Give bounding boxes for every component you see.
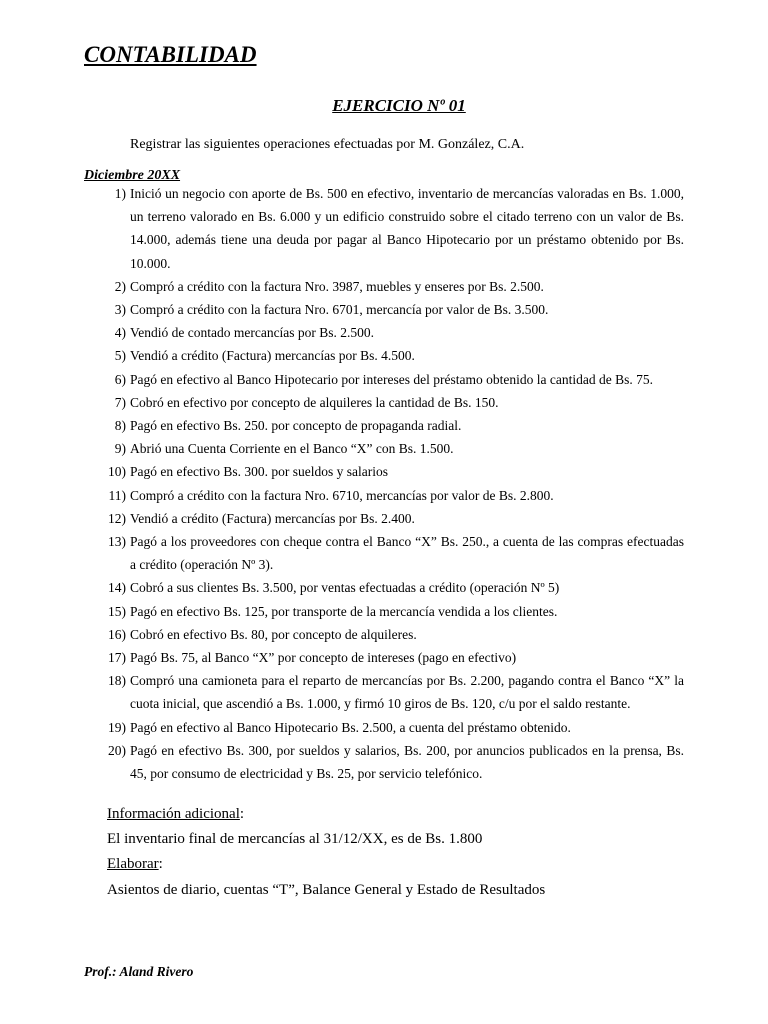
operation-text: Pagó en efectivo Bs. 300, por sueldos y salarios, Bs. 200, por anuncios publicados en la prensa, Bs. 45, por consumo de electricidad y Bs. 25, por servicio telefónico. <box>130 742 684 782</box>
operation-number: 9) <box>114 441 126 457</box>
operation-item <box>84 623 684 646</box>
elaborate-label: Elaborar <box>107 856 159 872</box>
operation-text: Cobró a sus clientes Bs. 3.500, por ventas efectuadas a crédito (operación Nº 5) <box>130 580 560 596</box>
additional-info-heading: Información adicional: <box>107 806 245 822</box>
operation-number: 17) <box>108 650 126 666</box>
operation-number: 7) <box>114 394 126 410</box>
operation-item <box>84 507 684 530</box>
operation-number: 6) <box>114 371 126 387</box>
operation-text: Compró a crédito con la factura Nro. 6701, mercancía por valor de Bs. 3.500. <box>130 302 549 318</box>
operation-item <box>84 182 684 275</box>
operation-number: 12) <box>108 510 126 526</box>
operation-number: 19) <box>108 719 126 735</box>
operation-text: Compró a crédito con la factura Nro. 6710, mercancías por valor de Bs. 2.800. <box>130 487 554 503</box>
operation-item <box>84 530 684 576</box>
operation-text: Compró a crédito con la factura Nro. 3987, muebles y enseres por Bs. 2.500. <box>130 278 544 294</box>
operation-item <box>84 739 684 785</box>
elaborate-text: Asientos de diario, cuentas “T”, Balance General y Estado de Resultados <box>107 882 546 898</box>
operation-text: Abrió una Cuenta Corriente en el Banco “X” con Bs. 1.500. <box>130 441 454 457</box>
operations-list <box>84 182 684 785</box>
operation-text: Pagó en efectivo Bs. 300. por sueldos y salarios <box>130 464 388 480</box>
operation-text: Cobró en efectivo Bs. 80, por concepto de alquileres. <box>130 626 417 642</box>
operation-number: 15) <box>108 603 126 619</box>
operation-number: 5) <box>114 348 126 364</box>
operation-item <box>84 391 684 414</box>
operation-number: 18) <box>108 673 126 689</box>
operation-text: Pagó en efectivo Bs. 125, por transporte de la mercancía vendida a los clientes. <box>130 603 558 619</box>
operation-item <box>84 716 684 739</box>
operation-text: Pagó Bs. 75, al Banco “X” por concepto de intereses (pago en efectivo) <box>130 650 517 666</box>
operation-item <box>84 437 684 460</box>
document-heading: CONTABILIDAD <box>84 42 257 67</box>
additional-info-text: El inventario final de mercancías al 31/12/XX, es de Bs. 1.800 <box>107 831 483 847</box>
operation-text: Pagó en efectivo al Banco Hipotecario Bs. 2.500, a cuenta del préstamo obtenido. <box>130 719 571 735</box>
operation-item <box>84 275 684 298</box>
operation-number: 11) <box>108 487 126 503</box>
footer-author: Prof.: Aland Rivero <box>84 964 194 979</box>
operation-text: Cobró en efectivo por concepto de alquileres la cantidad de Bs. 150. <box>130 394 499 410</box>
operation-number: 14) <box>108 580 126 596</box>
operation-item <box>84 484 684 507</box>
operation-text: Vendió a crédito (Factura) mercancías por Bs. 2.400. <box>130 510 415 526</box>
operation-number: 13) <box>108 534 126 550</box>
operation-item <box>84 344 684 367</box>
operation-number: 20) <box>108 742 126 758</box>
operation-number: 2) <box>114 278 126 294</box>
operation-text: Pagó en efectivo al Banco Hipotecario por intereses del préstamo obtenido la cantidad de Bs. 75. <box>130 371 653 387</box>
operation-text: Vendió a crédito (Factura) mercancías por Bs. 4.500. <box>130 348 415 364</box>
operation-number: 8) <box>114 418 126 434</box>
operation-text: Inició un negocio con aporte de Bs. 500 en efectivo, inventario de mercancías valoradas en Bs. 1.000, un terreno valorado en Bs. 6.000 y un edificio construido sobre el citado terreno con un valor de Bs. 14.000, además tiene una deuda por pagar al Banco Hipotecario por un préstamo obtenido por Bs. 10.000. <box>130 186 684 271</box>
operation-item <box>84 669 684 715</box>
operation-number: 3) <box>114 302 126 318</box>
operation-number: 4) <box>114 325 126 341</box>
operation-item <box>84 600 684 623</box>
operation-item <box>84 321 684 344</box>
operation-item <box>84 298 684 321</box>
intro-text: Registrar las siguientes operaciones efectuadas por M. González, C.A. <box>130 137 525 152</box>
additional-info-label: Información adicional <box>107 806 240 822</box>
exercise-title: EJERCICIO Nº 01 <box>332 96 466 115</box>
operation-text: Pagó a los proveedores con cheque contra el Banco “X” Bs. 250., a cuenta de las compras efectuadas a crédito (operación Nº 3). <box>130 534 684 573</box>
operation-item <box>84 414 684 437</box>
operation-item <box>84 576 684 599</box>
operation-item <box>84 646 684 669</box>
operation-number: 16) <box>108 626 126 642</box>
operation-item <box>84 460 684 483</box>
month-heading: Diciembre 20XX <box>84 168 181 183</box>
operation-text: Pagó en efectivo Bs. 250. por concepto de propaganda radial. <box>130 418 462 434</box>
elaborate-heading: Elaborar: <box>107 856 163 872</box>
operation-number: 10) <box>108 464 126 480</box>
operation-number: 1) <box>114 186 126 201</box>
operation-text: Compró una camioneta para el reparto de mercancías por Bs. 2.200, pagando contra el Banco “X” la cuota inicial, que ascendió a Bs. 1.000, y firmó 10 giros de Bs. 120, c/u por el saldo restante. <box>130 673 684 712</box>
operation-text: Vendió de contado mercancías por Bs. 2.500. <box>130 325 375 341</box>
operation-item <box>84 368 684 391</box>
